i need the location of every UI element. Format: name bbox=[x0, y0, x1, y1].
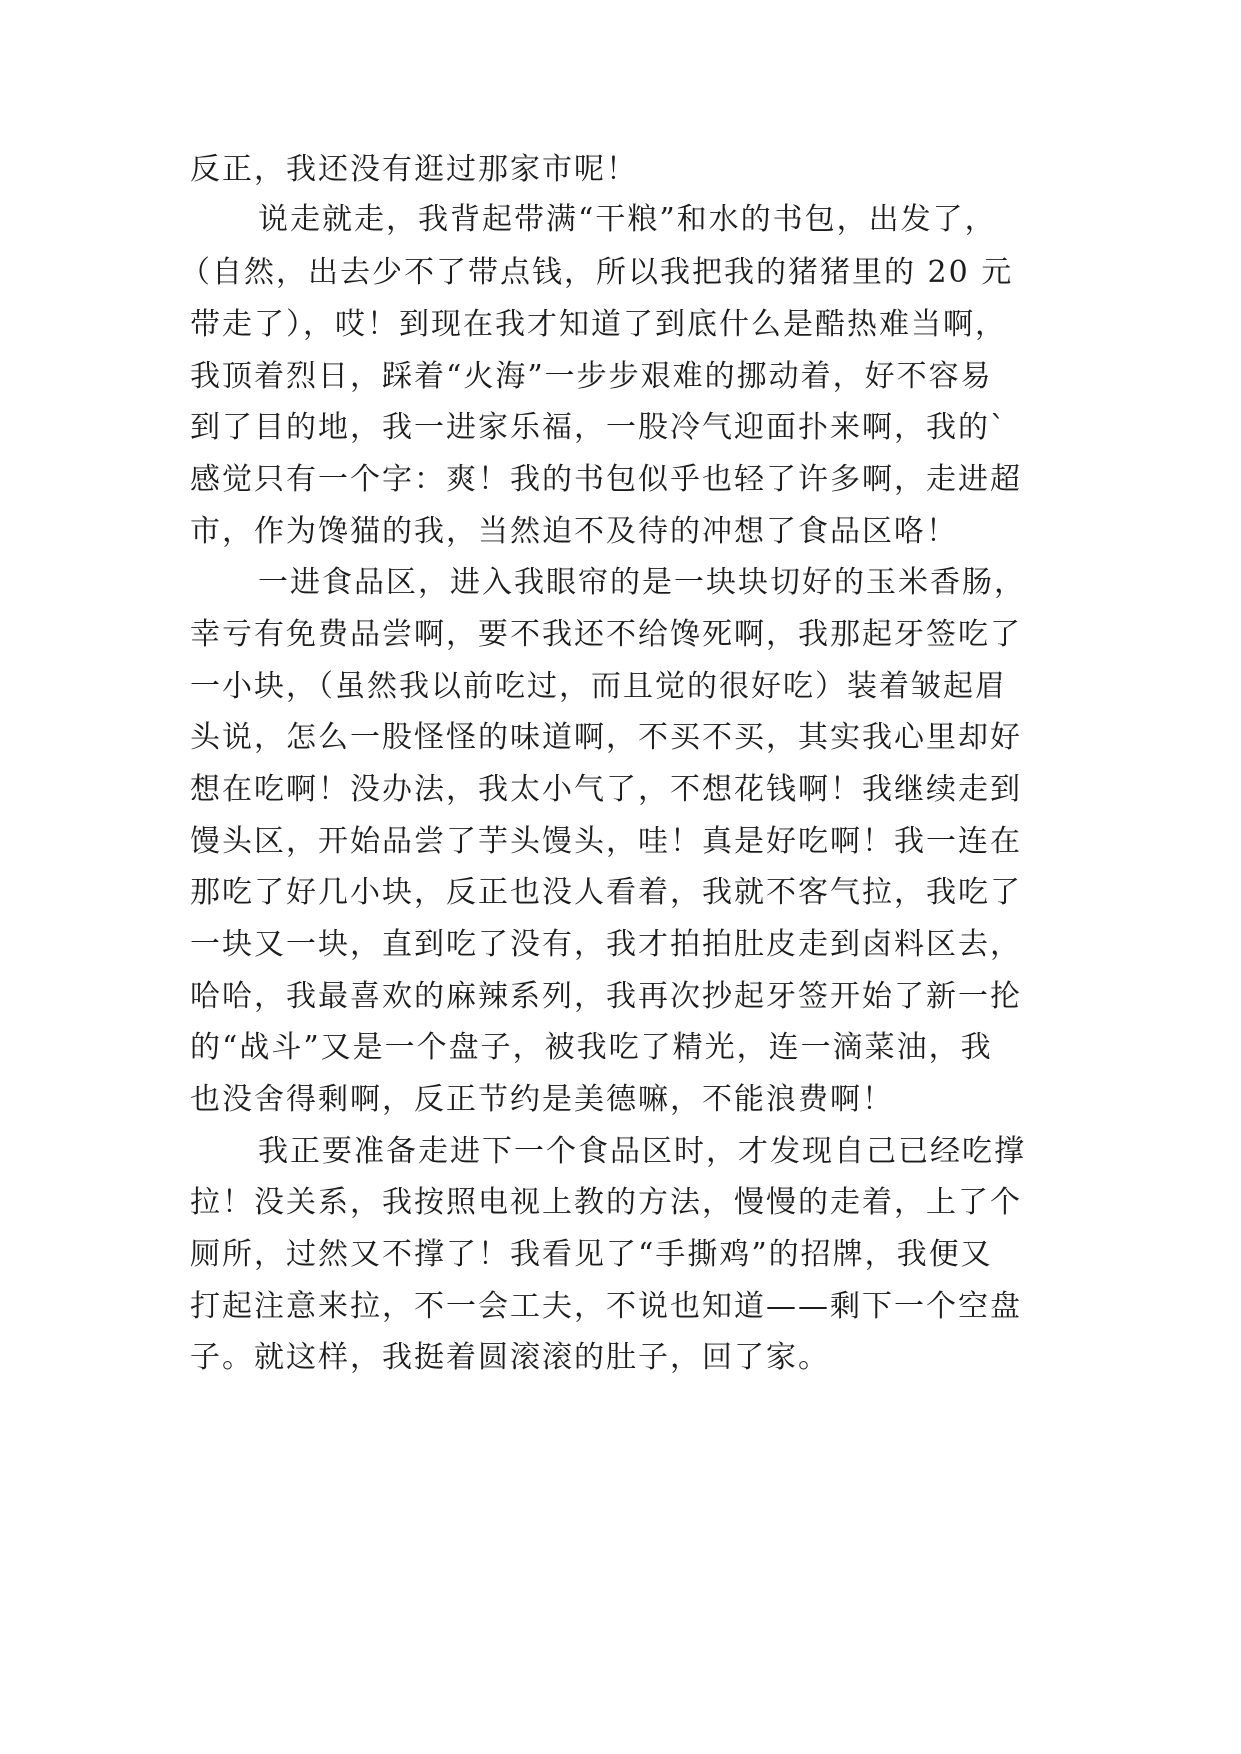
text-line: 反正，我还没有逛过那家市呢！ bbox=[190, 152, 638, 187]
text-line: 一进食品区，进入我眼帘的是一块块切好的玉米香肠， bbox=[258, 565, 1026, 600]
text-line: 想在吃啊！没办法，我太小气了，不想花钱啊！我继续走到 bbox=[190, 772, 1022, 807]
text-line: 我顶着烈日，踩着“火海”一步步艰难的挪动着，好不容易 bbox=[190, 359, 993, 394]
text-line: 厕所，过然又不撑了！我看见了“手撕鸡”的招牌，我便又 bbox=[190, 1237, 993, 1272]
text-line: 一块又一块，直到吃了没有，我才拍拍肚皮走到卤料区去， bbox=[190, 927, 1022, 962]
text-line: 说走就走，我背起带满“干粮”和水的书包，出发了， bbox=[258, 202, 997, 237]
text-line: 市，作为馋猫的我，当然迫不及待的冲想了食品区咯！ bbox=[190, 514, 958, 549]
text-line: 哈哈，我最喜欢的麻辣系列，我再次抄起牙签开始了新一抡 bbox=[190, 979, 1022, 1014]
text-line: 带走了），哎！到现在我才知道了到底什么是酷热难当啊， bbox=[190, 307, 1007, 342]
text-line: 子。就这样，我挺着圆滚滚的肚子，回了家。 bbox=[190, 1340, 830, 1375]
text-line: 那吃了好几小块，反正也没人看着，我就不客气拉，我吃了 bbox=[190, 875, 1022, 910]
text-line: 也没舍得剩啊，反正节约是美德嘛，不能浪费啊！ bbox=[190, 1082, 894, 1117]
text-line: 馒头区，开始品尝了芋头馒头，哇！真是好吃啊！我一连在 bbox=[190, 824, 1022, 859]
text-line: 一小块，（虽然我以前吃过，而且觉的很好吃）装着皱起眉 bbox=[190, 669, 1007, 704]
text-line: 打起注意来拉，不一会工夫，不说也知道——剩下一个空盘 bbox=[190, 1289, 1022, 1324]
text-line: 我正要准备走进下一个食品区时，才发现自己已经吃撑 bbox=[258, 1134, 1026, 1169]
text-line: 幸亏有免费品尝啊，要不我还不给馋死啊，我那起牙签吃了 bbox=[190, 617, 1022, 652]
text-line: 头说，怎么一股怪怪的味道啊，不买不买，其实我心里却好 bbox=[190, 720, 1022, 755]
text-line: 到了目的地，我一进家乐福，一股冷气迎面扑来啊，我的` bbox=[190, 410, 1007, 445]
text-line: 拉！没关系，我按照电视上教的方法，慢慢的走着，上了个 bbox=[190, 1185, 1022, 1220]
text-line: 的“战斗”又是一个盘子，被我吃了精光，连一滴菜油，我 bbox=[190, 1030, 993, 1065]
text-line: 感觉只有一个字：爽！我的书包似乎也轻了许多啊，走进超 bbox=[190, 462, 1022, 497]
text-line: （自然，出去少不了带点钱，所以我把我的猪猪里的 20 元 bbox=[180, 255, 1014, 290]
